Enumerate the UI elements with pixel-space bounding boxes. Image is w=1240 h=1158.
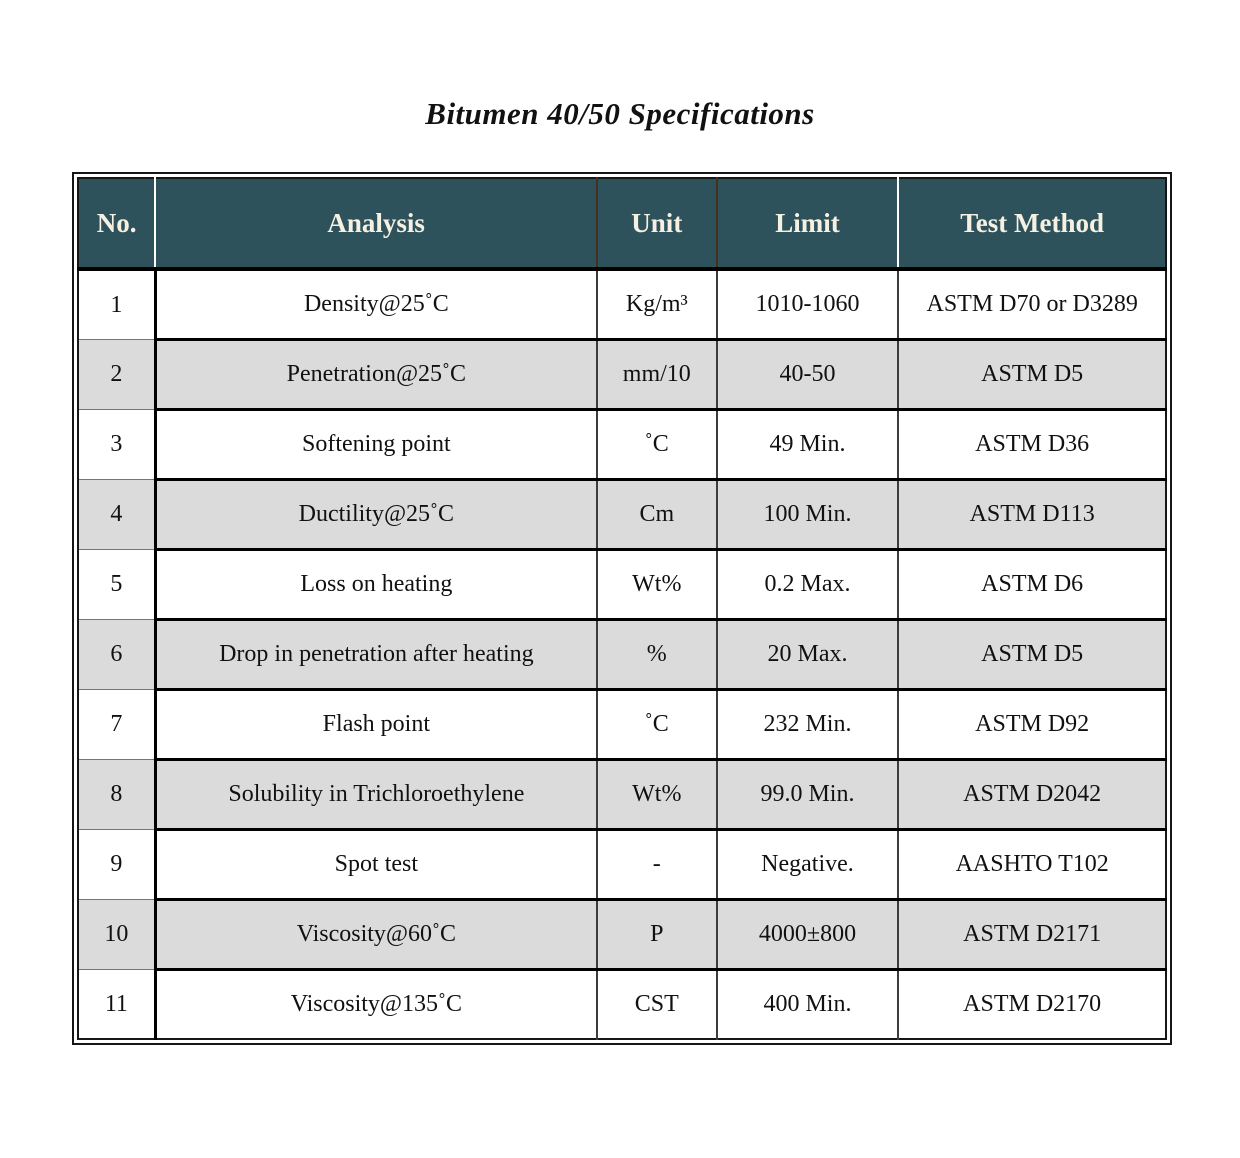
table-body: [78, 269, 1166, 1039]
column-header-test-method: Test Method: [898, 178, 1166, 269]
cell-unit: ˚C: [597, 410, 717, 480]
cell-analysis: Flash point: [155, 690, 597, 760]
cell-test-method: ASTM D5: [898, 340, 1166, 410]
cell-no: 5: [78, 550, 155, 620]
table-row: [78, 340, 1166, 410]
cell-test-method: ASTM D6: [898, 550, 1166, 620]
spec-table-frame: [72, 172, 1172, 1045]
cell-limit: 4000±800: [717, 900, 899, 970]
table-row: [78, 900, 1166, 970]
cell-limit: 100 Min.: [717, 480, 899, 550]
table-header-row: [78, 178, 1166, 269]
page-title: Bitumen 40/50 Specifications: [425, 96, 815, 131]
cell-test-method: ASTM D2170: [898, 970, 1166, 1040]
cell-limit: 232 Min.: [717, 690, 899, 760]
table-row: [78, 410, 1166, 480]
cell-no: 10: [78, 900, 155, 970]
cell-limit: 0.2 Max.: [717, 550, 899, 620]
column-header-limit: Limit: [717, 178, 899, 269]
cell-unit: CST: [597, 970, 717, 1040]
cell-unit: Wt%: [597, 760, 717, 830]
cell-limit: Negative.: [717, 830, 899, 900]
cell-no: 6: [78, 620, 155, 690]
cell-test-method: ASTM D2042: [898, 760, 1166, 830]
cell-unit: -: [597, 830, 717, 900]
cell-unit: Cm: [597, 480, 717, 550]
cell-analysis: Density@25˚C: [155, 269, 597, 340]
cell-unit: Kg/m³: [597, 269, 717, 340]
cell-analysis: Loss on heating: [155, 550, 597, 620]
cell-unit: mm/10: [597, 340, 717, 410]
cell-limit: 49 Min.: [717, 410, 899, 480]
cell-unit: P: [597, 900, 717, 970]
cell-no: 11: [78, 970, 155, 1040]
cell-no: 4: [78, 480, 155, 550]
cell-analysis: Drop in penetration after heating: [155, 620, 597, 690]
cell-test-method: ASTM D5: [898, 620, 1166, 690]
cell-limit: 20 Max.: [717, 620, 899, 690]
cell-limit: 1010-1060: [717, 269, 899, 340]
cell-no: 9: [78, 830, 155, 900]
table-row: [78, 480, 1166, 550]
cell-analysis: Softening point: [155, 410, 597, 480]
cell-unit: Wt%: [597, 550, 717, 620]
spec-table: [77, 177, 1167, 1040]
table-row: [78, 830, 1166, 900]
cell-unit: %: [597, 620, 717, 690]
table-row: [78, 550, 1166, 620]
cell-analysis: Penetration@25˚C: [155, 340, 597, 410]
column-header-analysis: Analysis: [155, 178, 597, 269]
column-header-no: No.: [78, 178, 155, 269]
cell-no: 7: [78, 690, 155, 760]
table-row: [78, 760, 1166, 830]
cell-test-method: AASHTO T102: [898, 830, 1166, 900]
cell-test-method: ASTM D2171: [898, 900, 1166, 970]
cell-analysis: Ductility@25˚C: [155, 480, 597, 550]
column-header-unit: Unit: [597, 178, 717, 269]
table-row: [78, 620, 1166, 690]
cell-limit: 99.0 Min.: [717, 760, 899, 830]
table-row: [78, 970, 1166, 1040]
cell-no: 2: [78, 340, 155, 410]
cell-test-method: ASTM D92: [898, 690, 1166, 760]
cell-analysis: Solubility in Trichloroethylene: [155, 760, 597, 830]
cell-test-method: ASTM D36: [898, 410, 1166, 480]
cell-analysis: Viscosity@135˚C: [155, 970, 597, 1040]
cell-no: 1: [78, 269, 155, 340]
cell-analysis: Viscosity@60˚C: [155, 900, 597, 970]
cell-no: 3: [78, 410, 155, 480]
cell-test-method: ASTM D70 or D3289: [898, 269, 1166, 340]
table-row: [78, 269, 1166, 340]
cell-limit: 40-50: [717, 340, 899, 410]
cell-analysis: Spot test: [155, 830, 597, 900]
table-row: [78, 690, 1166, 760]
cell-unit: ˚C: [597, 690, 717, 760]
cell-test-method: ASTM D113: [898, 480, 1166, 550]
cell-limit: 400 Min.: [717, 970, 899, 1040]
cell-no: 8: [78, 760, 155, 830]
